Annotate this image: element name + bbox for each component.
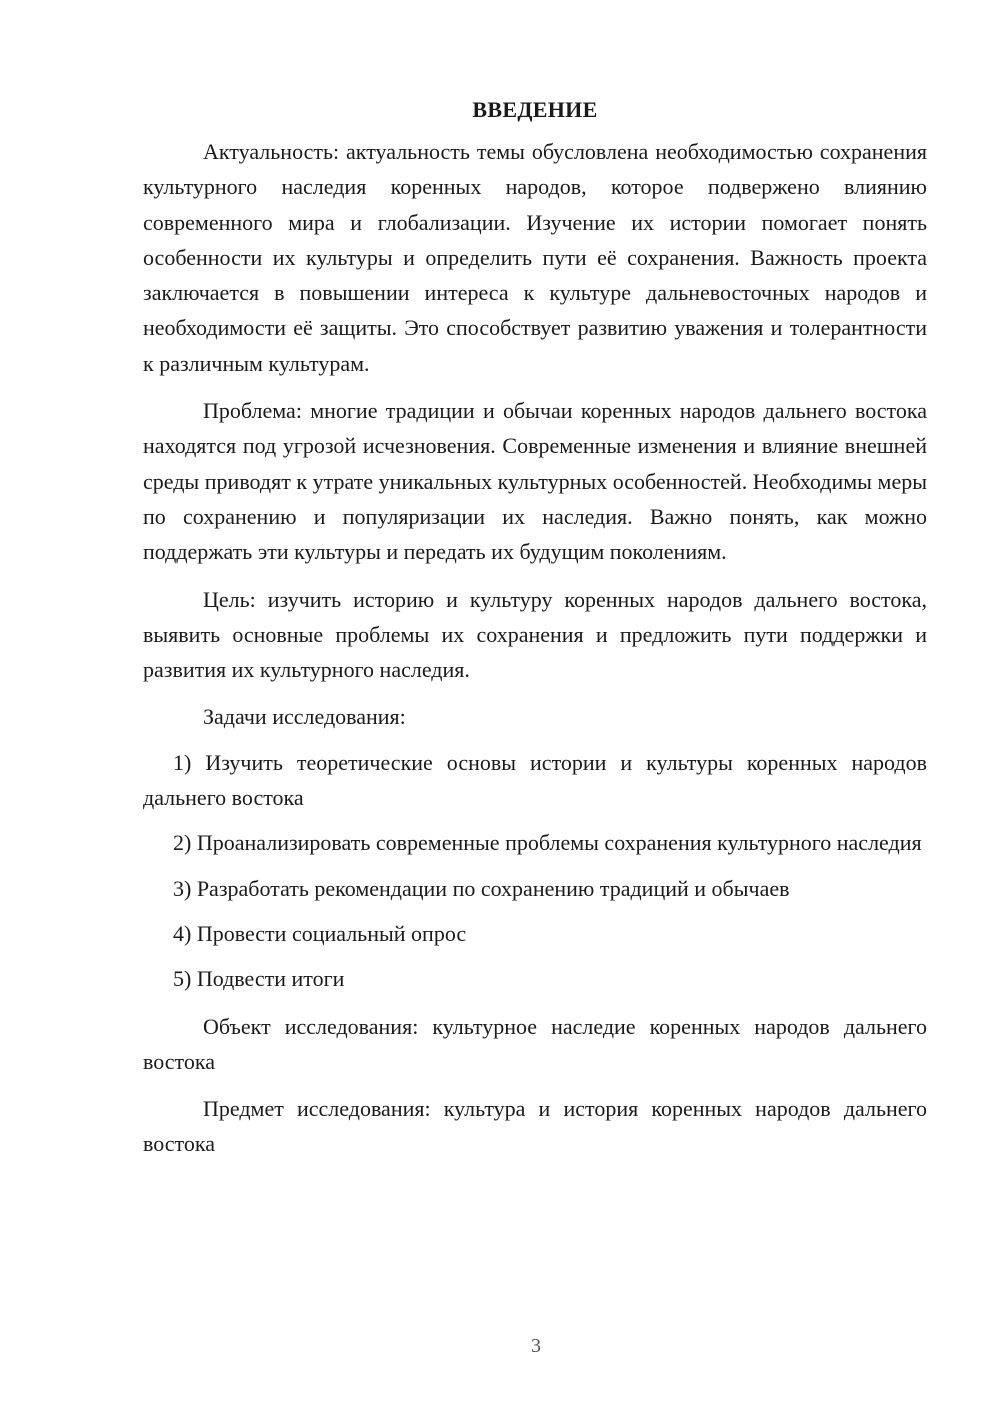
tasks-list	[143, 745, 927, 997]
object-paragraph: Объект исследования: культурное наследие коренных народов дальнего востока	[143, 1013, 927, 1074]
tasks-intro: Задачи исследования:	[203, 704, 406, 730]
list-item: 4) Провести социальный опрос	[173, 920, 467, 946]
list-item: 3) Разработать рекомендации по сохранению традиций и обычаев	[173, 875, 790, 901]
problem-paragraph: Проблема: многие традиции и обычаи коренных народов дальнего востока находятся под угрозой исчезновения. Современные изменения и влияние внешней среды приводят к утрате уникальных культурных особенностей. Необходимы меры по сохранению и популяризации их наследия. Важно понять, как можно поддержать эти культуры и передать их будущим поколениям.	[143, 398, 927, 565]
list-item: 2) Проанализировать современные проблемы сохранения культурного наследия	[173, 830, 922, 856]
list-item: 5) Подвести итоги	[173, 966, 345, 992]
page-number: 3	[531, 1335, 541, 1357]
subject-paragraph: Предмет исследования: культура и история коренных народов дальнего востока	[143, 1096, 927, 1157]
list-item: 1) Изучить теоретические основы истории и культуры коренных народов дальнего востока	[143, 749, 927, 811]
relevance-paragraph: Актуальность: актуальность темы обусловлена необходимостью сохранения культурного наследия коренных народов, которое подвержено влиянию современного мира и глобализации. Изучение их истории помогает понять особенности их культуры и определить пути её сохранения. Важность проекта заключается в повышении интереса к культуре дальневосточных народов и необходимости её защиты. Это способствует развитию уважения и толерантности к различным культурам.	[143, 139, 927, 376]
section-heading: ВВЕДЕНИЕ	[472, 97, 598, 122]
goal-paragraph: Цель: изучить историю и культуру коренных народов дальнего востока, выявить основные проблемы их сохранения и предложить пути поддержки и развития их культурного наследия.	[143, 586, 927, 683]
page-content	[143, 92, 927, 1162]
